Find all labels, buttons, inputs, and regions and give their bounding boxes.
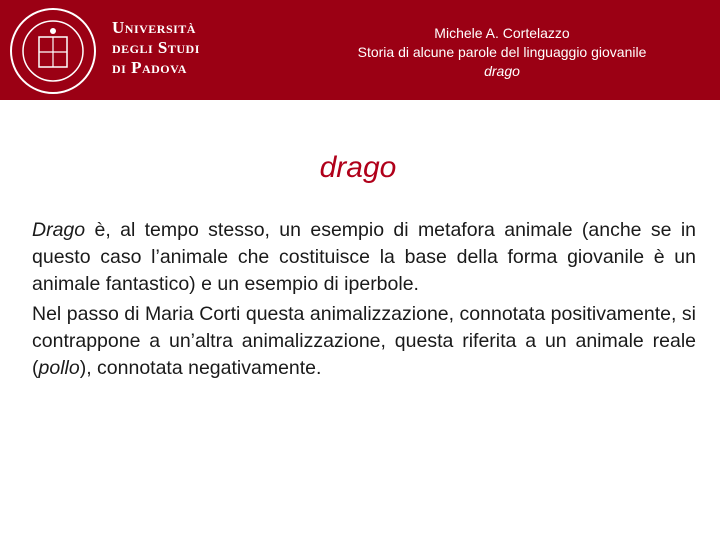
- paragraph-text: Nel passo di Maria Corti questa animalizzazione, connotata positivamente, si contrappone a un’altra animalizzazione, questa riferita a un animale reale (: [32, 303, 696, 379]
- university-name-line: Università: [112, 18, 196, 37]
- author-name: Michele A. Cortelazzo: [434, 25, 570, 41]
- slide-title: drago: [319, 151, 397, 184]
- header-info: [302, 24, 702, 81]
- term-pollo: pollo: [38, 357, 80, 379]
- paragraph-text: è, al tempo stesso, un esempio di metafora animale (anche se in questo caso l’animale che costituisce la base della forma giovanile è un animale fantastico) e un esempio di iperbole.: [32, 219, 696, 295]
- term-drago: Drago: [32, 219, 86, 241]
- slide-header: [0, 0, 720, 100]
- slide-body: [32, 217, 696, 385]
- paragraph: [32, 217, 696, 298]
- university-name-line: degli Studi: [112, 38, 200, 57]
- topic-subtitle: drago: [484, 63, 520, 79]
- university-name: [112, 18, 200, 78]
- paragraph-text: ), connotata negativamente.: [79, 357, 322, 379]
- university-seal-icon: [9, 7, 97, 95]
- university-name-line: di Padova: [112, 58, 187, 77]
- course-title: Storia di alcune parole del linguaggio giovanile: [357, 44, 647, 60]
- paragraph: [32, 301, 696, 382]
